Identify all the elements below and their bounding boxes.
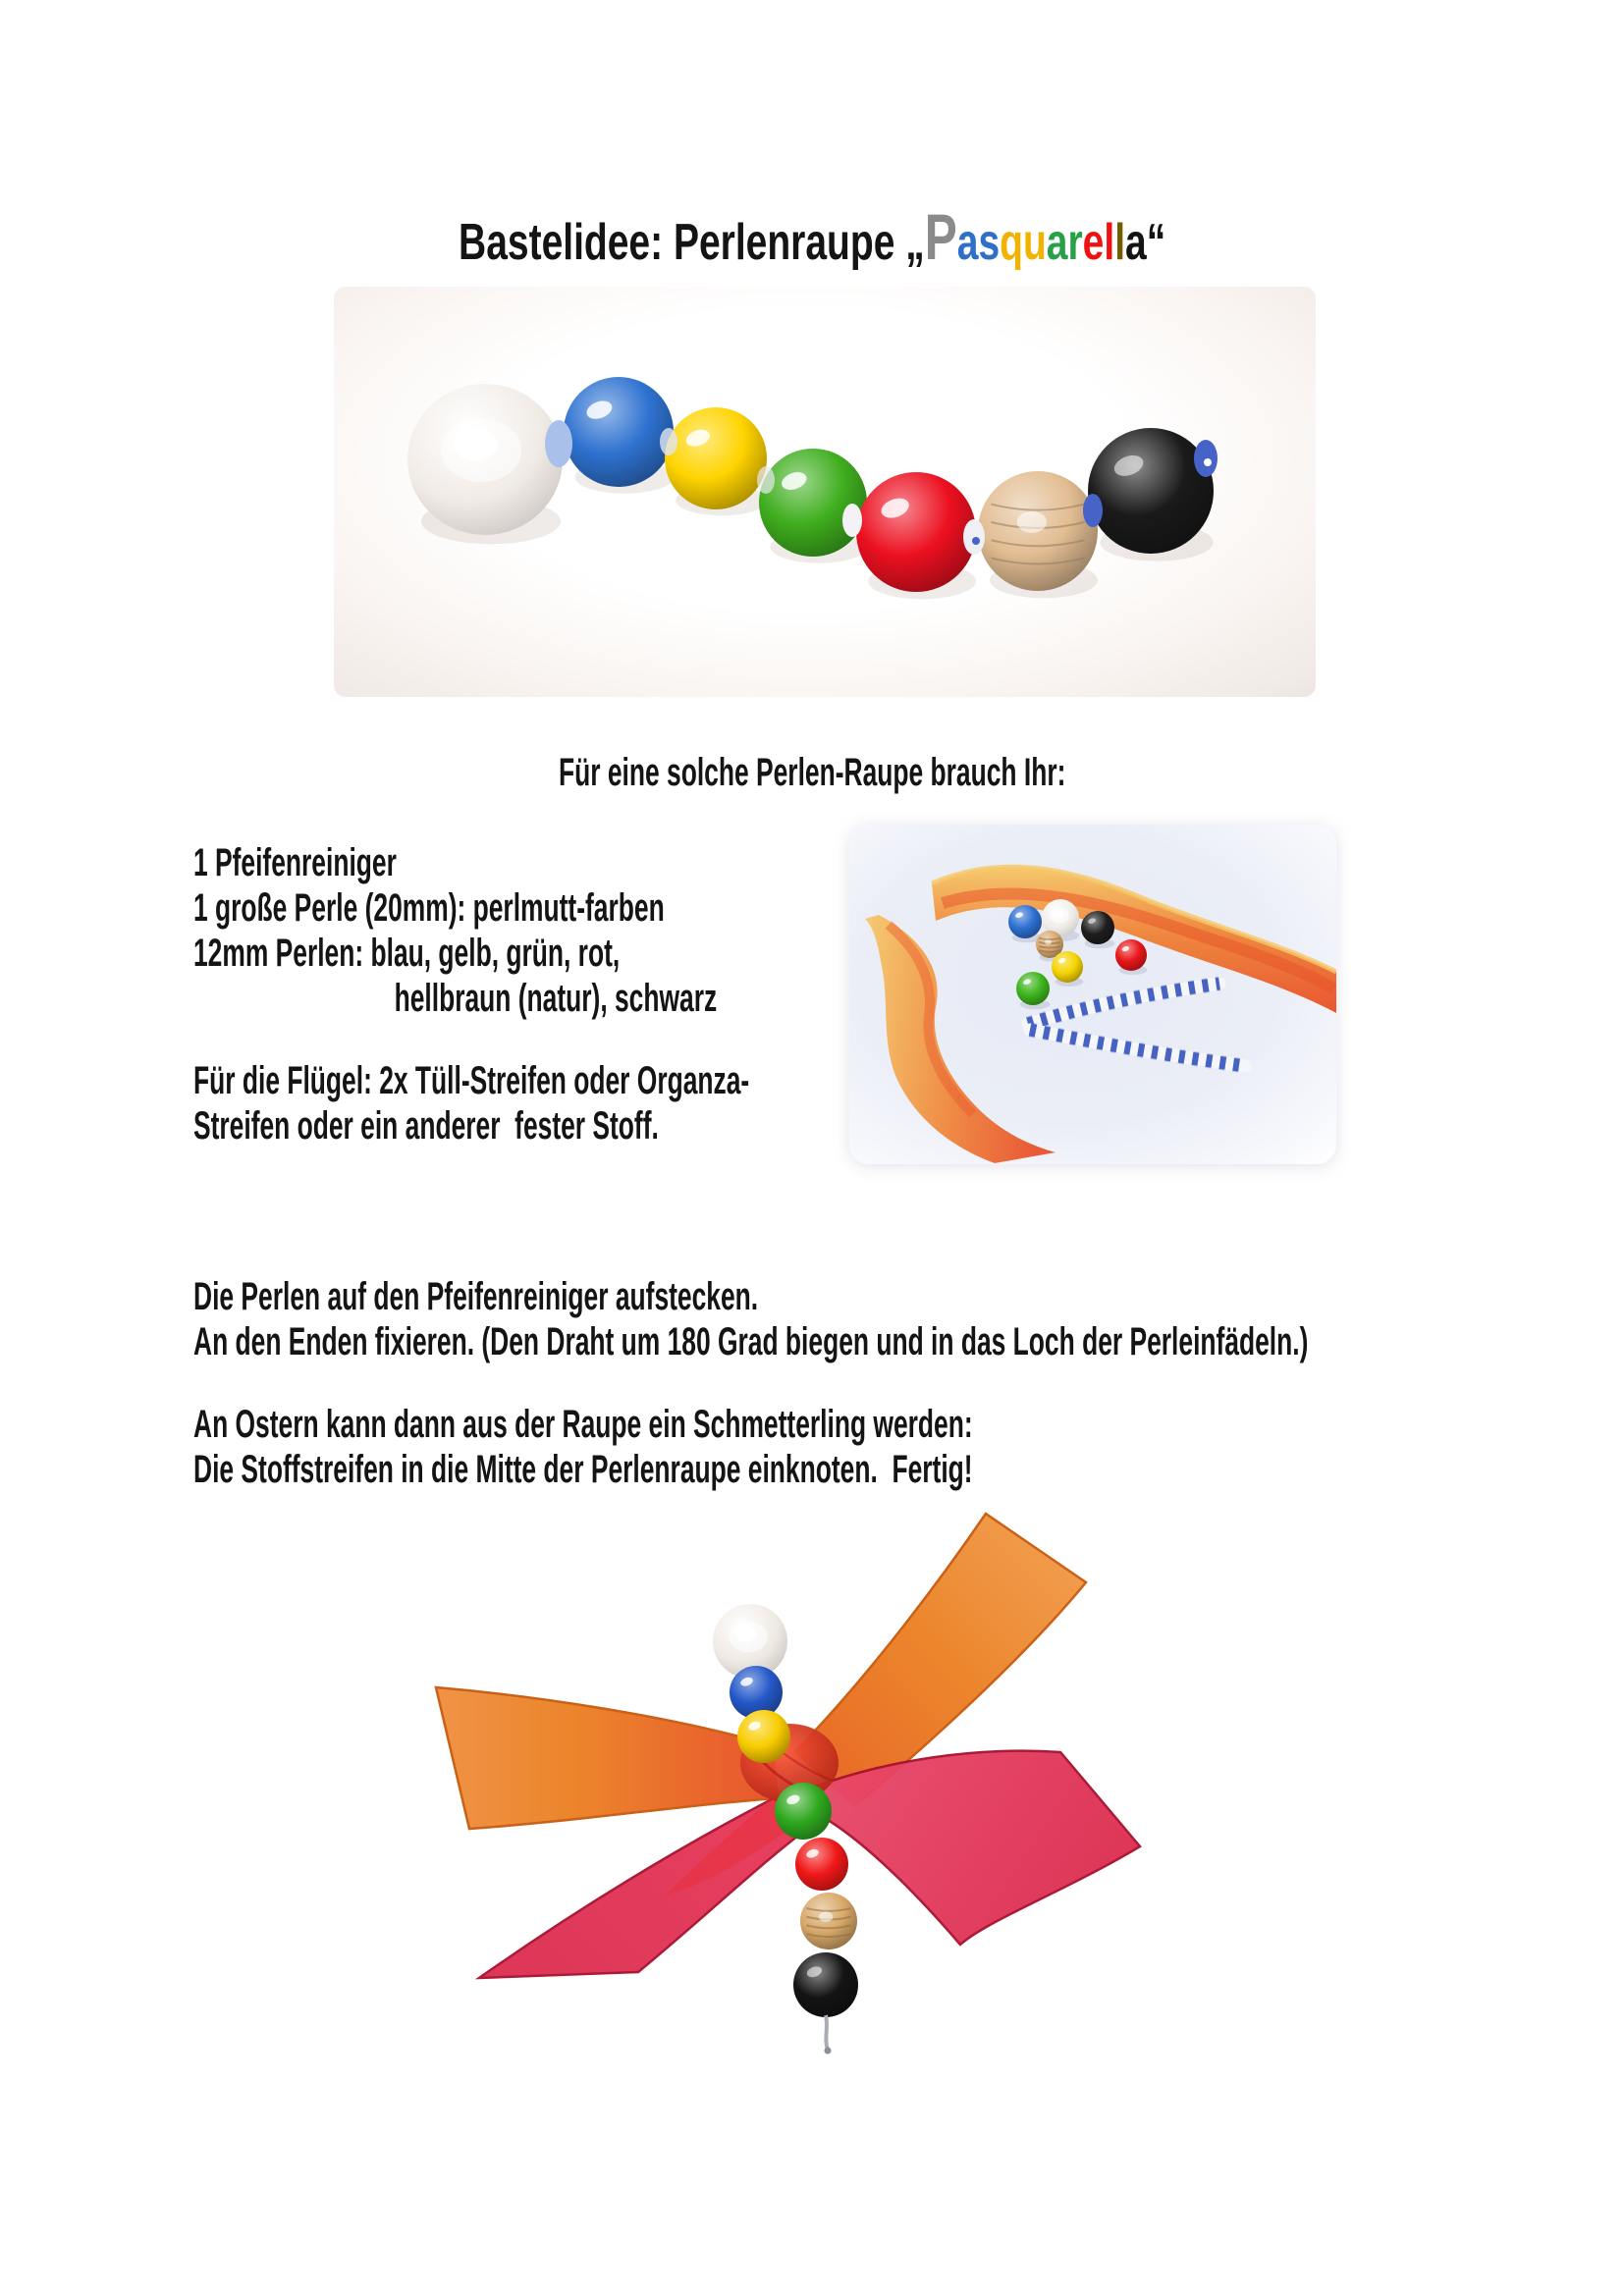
text-line: Die Stoffstreifen in die Mitte der Perlenraupe einknoten. Fertig! xyxy=(193,1448,973,1491)
text-line: 12mm Perlen: blau, gelb, grün, rot, xyxy=(193,932,621,975)
bead-rot xyxy=(795,1838,848,1891)
title-letter: u xyxy=(1022,214,1047,271)
text-line: An Ostern kann dann aus der Raupe ein Schmetterling werden: xyxy=(193,1403,973,1446)
title-prefix: Bastelidee: Perlenraupe xyxy=(458,214,906,271)
title-letter: a xyxy=(956,214,979,271)
title-letter: a xyxy=(1046,214,1068,271)
bead-perlmutt xyxy=(407,384,563,535)
bead-rot xyxy=(856,472,976,592)
bead-gelb xyxy=(665,407,767,509)
bead-gelb xyxy=(737,1710,790,1763)
bead-gruen xyxy=(1016,972,1050,1005)
bead-blau xyxy=(564,377,674,487)
photo-perlenraupe xyxy=(334,287,1316,697)
title-letter: q xyxy=(1000,214,1023,271)
bead-rot xyxy=(1115,939,1147,971)
title-open-quote: „ xyxy=(905,214,925,271)
title-letter: P xyxy=(924,200,957,273)
page-title-text xyxy=(458,200,1166,275)
bead-schwarz xyxy=(793,1952,858,2017)
butterfly-illustration xyxy=(422,1504,1149,2059)
materials-heading: Für eine solche Perlen-Raupe brauch Ihr: xyxy=(558,751,1066,794)
materials-list xyxy=(193,840,717,1021)
wings-note xyxy=(193,1058,749,1148)
title-word-pasquarella xyxy=(924,200,1147,273)
text-line: Für die Flügel: 2x Tüll-Streifen oder Organza- xyxy=(193,1059,750,1102)
text-line: 1 große Perle (20mm): perlmutt-farben xyxy=(193,886,665,930)
bead-natur xyxy=(978,471,1098,591)
organza-ribbon-left xyxy=(865,915,1056,1163)
bead-schwarz xyxy=(1081,911,1114,944)
title-letter: a xyxy=(1124,214,1147,271)
title-letter: s xyxy=(978,214,1001,271)
photo-butterfly xyxy=(422,1504,1149,2059)
instructions-threading xyxy=(193,1274,1308,1364)
title-letter: l xyxy=(1104,214,1115,271)
text-line: Streifen oder ein anderer fester Stoff. xyxy=(193,1104,659,1148)
bead-blau xyxy=(730,1666,783,1719)
text-line: Die Perlen auf den Pfeifenreiniger aufstecken. xyxy=(193,1275,759,1318)
title-letter: l xyxy=(1114,214,1125,271)
text-line: 1 Pfeifenreiniger xyxy=(193,841,397,884)
wire-end xyxy=(825,2015,832,2055)
bead-schwarz xyxy=(1088,428,1214,554)
instructions-butterfly xyxy=(193,1402,973,1492)
title-letter: r xyxy=(1067,214,1083,271)
materials-illustration xyxy=(849,825,1336,1164)
photo-materials xyxy=(849,825,1336,1164)
pipe-cleaner xyxy=(1028,984,1245,1066)
text-line: hellbraun (natur), schwarz xyxy=(394,977,718,1020)
perlenraupe-illustration xyxy=(334,287,1316,697)
bead-blau xyxy=(1008,905,1042,938)
title-close-quote: “ xyxy=(1146,214,1166,271)
bead-gelb xyxy=(1052,951,1083,983)
title-letter: e xyxy=(1082,214,1105,271)
text-line: An den Enden fixieren. (Den Draht um 180 Grad biegen und in das Loch der Perleinfädeln.) xyxy=(193,1320,1309,1363)
bead-natur xyxy=(800,1893,857,1949)
bead-gruen xyxy=(775,1783,832,1840)
page-title xyxy=(0,200,1624,275)
materials-heading-row xyxy=(0,750,1624,795)
bead-gruen xyxy=(759,449,867,557)
